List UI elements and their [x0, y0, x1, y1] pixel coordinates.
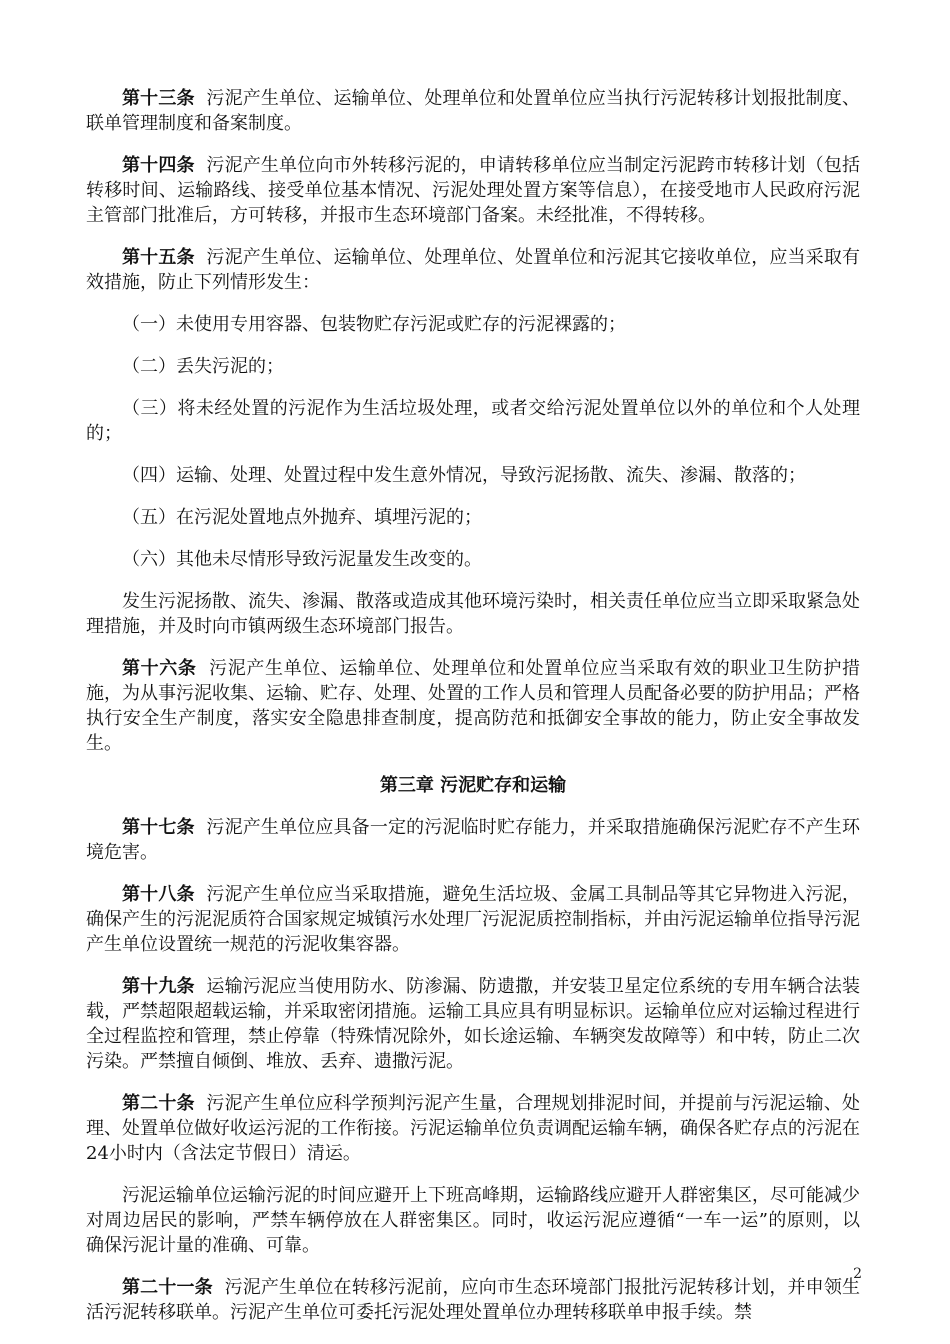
article-label: 第十五条: [122, 247, 195, 268]
article-20: [86, 1091, 860, 1166]
list-item: （一）未使用专用容器、包装物贮存污泥或贮存的污泥裸露的；: [122, 314, 626, 335]
article-label: 第二十条: [122, 1093, 195, 1114]
list-item: （二）丢失污泥的；: [122, 356, 284, 377]
article-label: 第十七条: [122, 817, 195, 838]
article-21: [86, 1275, 860, 1325]
list-item: （六）其他未尽情形导致污泥量发生改变的。: [122, 549, 482, 570]
article-label: 第十四条: [122, 155, 195, 176]
article-20-extra: 污泥运输单位运输污泥的时间应避开上下班高峰期，运输路线应避开人群密集区，尽可能减少对周边居民的影响，严禁车辆停放在人群密集区。同时，收运污泥应遵循“一车一运”的原则，以确保污泥计量的准确、可靠。: [86, 1185, 860, 1256]
article-text: 污泥产生单位向市外转移污泥的，申请转移单位应当制定污泥跨市转移计划（包括转移时间、运输路线、接受单位基本情况、污泥处理处置方案等信息），在接受地市人民政府污泥主管部门批准后，方可转移，并报市生态环境部门备案。未经批准，不得转移。: [86, 155, 860, 226]
chapter-heading: 第三章 污泥贮存和运输: [379, 775, 567, 796]
article-text: 运输污泥应当使用防水、防渗漏、防遗撒，并安装卫星定位系统的专用车辆合法装载，严禁超限超载运输，并采取密闭措施。运输工具应具有明显标识。运输单位应对运输过程进行全过程监控和管理，禁止停靠（特殊情况除外，如长途运输、车辆突发故障等）和中转，防止二次污染。严禁擅自倾倒、堆放、丢弃、遗撒污泥。: [86, 976, 860, 1072]
article-label: 第十三条: [122, 88, 195, 109]
article-text: 污泥产生单位、运输单位、处理单位和处置单位应当采取有效的职业卫生防护措施，为从事污泥收集、运输、贮存、处理、处置的工作人员和管理人员配备必要的防护用品；严格执行安全生产制度，落实安全隐患排查制度，提高防范和抵御安全事故的能力，防止安全事故发生。: [86, 658, 861, 754]
article-13: [86, 86, 860, 136]
document-body: [86, 86, 860, 1342]
article-19: [86, 974, 860, 1074]
article-label: 第十六条: [122, 658, 197, 679]
list-item: （五）在污泥处置地点外抛弃、填埋污泥的；: [122, 507, 482, 528]
article-15: [86, 245, 860, 295]
page-number: 2: [853, 1266, 862, 1282]
article-17: [86, 815, 860, 865]
article-text: 污泥产生单位应科学预判污泥产生量，合理规划排泥时间，并提前与污泥运输、处理、处置单位做好收运污泥的工作衔接。污泥运输单位负责调配运输车辆，确保各贮存点的污泥在24小时内（含法定节假日）清运。: [86, 1093, 860, 1164]
article-text: 污泥产生单位在转移污泥前，应向市生态环境部门报批污泥转移计划，并申领生活污泥转移联单。污泥产生单位可委托污泥处理处置单位办理转移联单申报手续。禁: [86, 1277, 861, 1323]
article-14: [86, 153, 860, 228]
article-label: 第十九条: [122, 976, 195, 997]
article-text: 污泥产生单位应具备一定的污泥临时贮存能力，并采取措施确保污泥贮存不产生环境危害。: [86, 817, 860, 863]
list-item: （三）将未经处置的污泥作为生活垃圾处理，或者交给污泥处置单位以外的单位和个人处理的；: [86, 398, 860, 444]
article-text: 污泥产生单位、运输单位、处理单位和处置单位应当执行污泥转移计划报批制度、联单管理制度和备案制度。: [86, 88, 860, 134]
article-text: 污泥产生单位应当采取措施，避免生活垃圾、金属工具制品等其它异物进入污泥，确保产生的污泥泥质符合国家规定城镇污水处理厂污泥泥质控制指标，并由污泥运输单位指导污泥产生单位设置统一规范的污泥收集容器。: [86, 884, 860, 955]
article-text: 污泥产生单位、运输单位、处理单位、处置单位和污泥其它接收单位，应当采取有效措施，防止下列情形发生：: [86, 247, 860, 293]
article-16: [86, 656, 860, 756]
article-15-extra: 发生污泥扬散、流失、渗漏、散落或造成其他环境污染时，相关责任单位应当立即采取紧急处理措施，并及时向市镇两级生态环境部门报告。: [86, 591, 860, 637]
article-label: 第十八条: [122, 884, 195, 905]
article-18: [86, 882, 860, 957]
list-item: （四）运输、处理、处置过程中发生意外情况，导致污泥扬散、流失、渗漏、散落的；: [122, 465, 806, 486]
article-label: 第二十一条: [122, 1277, 213, 1298]
